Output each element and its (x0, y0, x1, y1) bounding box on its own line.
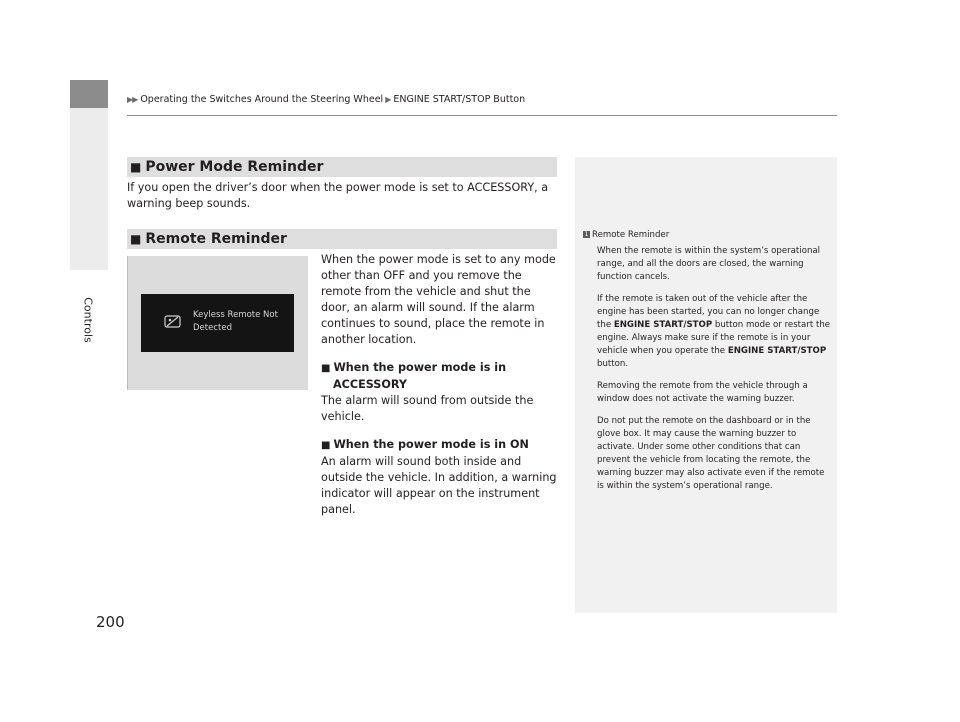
power-mode-text: If you open the driver’s door when the power mode is set to ACCESSORY, a warning beep sounds. (127, 181, 549, 210)
breadcrumb-arrow-icon: ▶ (385, 95, 392, 104)
chapter-label: Controls (81, 297, 95, 343)
notes-p3: Removing the remote from the vehicle through a window does not activate the warning buzzer. (597, 381, 808, 404)
display-screen (141, 294, 294, 352)
breadcrumb-part2[interactable]: ENGINE START/STOP Button (393, 94, 526, 105)
side-tab-marker (70, 80, 108, 108)
square-bullet-icon: ■ (321, 440, 331, 451)
remote-reminder-body (321, 252, 561, 518)
reference-icon: 1 (584, 231, 589, 238)
breadcrumb-part1[interactable]: Operating the Switches Around the Steering Wheel (140, 94, 384, 105)
square-bullet-icon: ■ (321, 363, 331, 374)
notes-title (583, 229, 833, 242)
square-bullet-icon: ■ (130, 232, 142, 246)
breadcrumb-arrow-icon: ▶▶ (127, 95, 138, 104)
notes-p1: When the remote is within the system’s operational range, and all the doors are closed, the warning function cancels. (597, 246, 821, 282)
key-fob-icon (164, 315, 181, 328)
page-number: 200 (96, 613, 125, 631)
on-subheading-text: When the power mode is in ON (333, 438, 529, 451)
display-message-line1: Keyless Remote Not (193, 310, 278, 320)
notes-title-text: Remote Reminder (592, 230, 670, 240)
power-mode-heading-text: Power Mode Reminder (145, 159, 324, 175)
header-rule (127, 115, 837, 116)
accessory-subheading-line1: When the power mode is in (333, 361, 507, 374)
notes-content (583, 229, 833, 502)
square-bullet-icon: ■ (130, 160, 142, 174)
on-subheading (321, 437, 561, 454)
accessory-subheading-line2: ACCESSORY (333, 378, 407, 391)
notes-panel (575, 157, 837, 613)
on-text: An alarm will sound both inside and outside the vehicle. In addition, a warning indicator will appear on the instrument panel. (321, 455, 557, 516)
instrument-display-figure (127, 256, 308, 390)
remote-reminder-heading-text: Remote Reminder (145, 231, 287, 247)
display-message (193, 309, 278, 335)
breadcrumb (127, 94, 525, 105)
display-message-line2: Detected (193, 323, 232, 333)
remote-intro: When the power mode is set to any mode other than OFF and you remove the remote from the vehicle and shut the door, an alarm will sound. If the alarm continues to sound, place the remote in another location. (321, 253, 556, 346)
accessory-subheading (321, 360, 561, 377)
accessory-text: The alarm will sound from outside the vehicle. (321, 394, 534, 423)
remote-reminder-heading (127, 229, 557, 249)
notes-p4: Do not put the remote on the dashboard or in the glove box. It may cause the warning buzzer to activate. Under some other conditions that can prevent the vehicle from locating the remote, the warning buzzer may also activate even if the remote is within the system’s operational range. (597, 416, 825, 491)
notes-p2: If the remote is taken out of the vehicle after the engine has been started, you can no longer change the ENGINE START/STOP button mode or restart the engine. Always make sure if the remote is in your vehicle when you operate the ENGINE START/STOP button. (597, 294, 831, 369)
side-tab (70, 80, 108, 270)
power-mode-heading (127, 157, 557, 177)
